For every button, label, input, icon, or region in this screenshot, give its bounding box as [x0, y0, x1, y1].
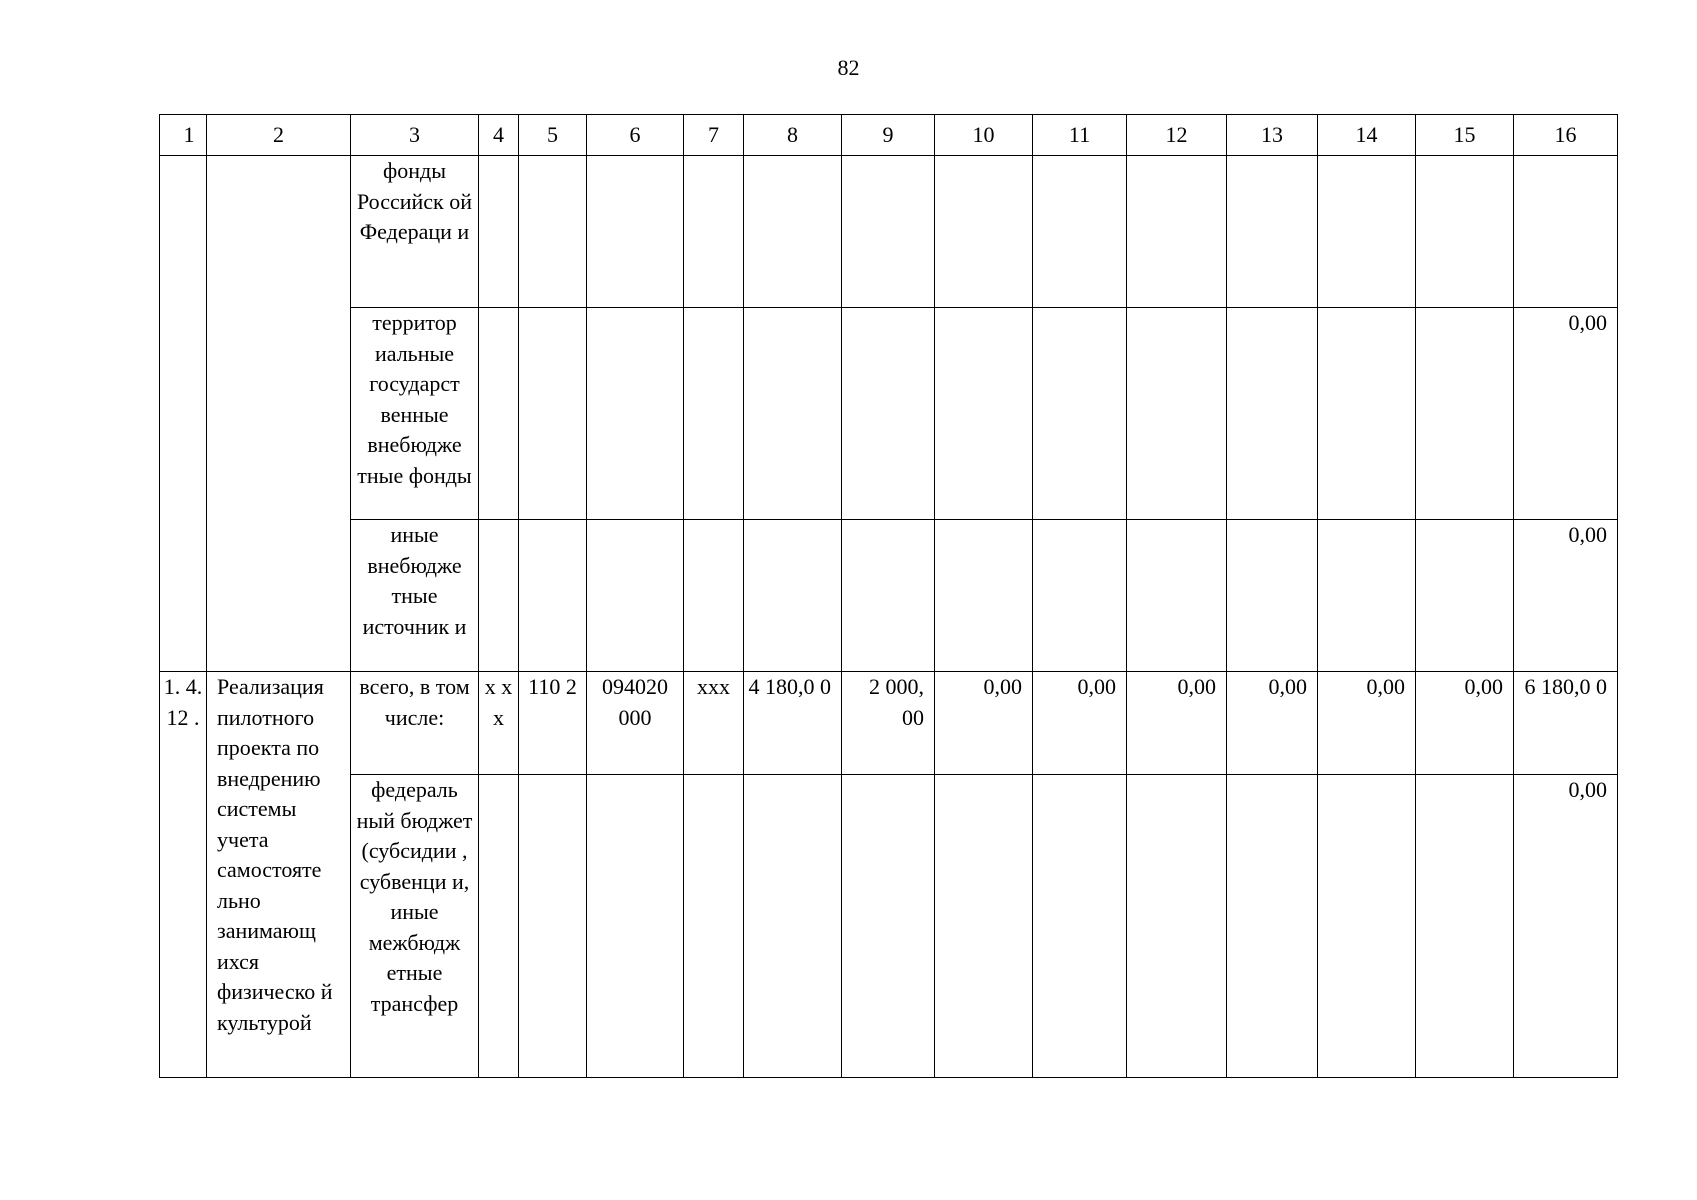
cell-value: 2 000, 00: [842, 672, 935, 775]
cell-source: федераль ный бюджет (субсидии , субвенци и, иные межбюдж етные трансфер: [351, 775, 479, 1078]
column-header: 11: [1033, 115, 1127, 156]
column-header: 3: [351, 115, 479, 156]
cell-empty: [207, 156, 351, 672]
column-header: 4: [479, 115, 519, 156]
column-header: 8: [744, 115, 842, 156]
table-row-item-total: [160, 672, 1618, 775]
cell-source: всего, в том числе:: [351, 672, 479, 775]
cell-value: 4 180,0 0: [744, 672, 842, 775]
column-header: 12: [1127, 115, 1227, 156]
cell-value: 6 180,0 0: [1514, 672, 1618, 775]
column-header: 2: [207, 115, 351, 156]
column-header: 16: [1514, 115, 1618, 156]
cell-value: 0,00: [1514, 775, 1618, 1078]
cell-value: 0,00: [1514, 308, 1618, 520]
cell-value: 0,00: [935, 672, 1033, 775]
header-row: [160, 115, 1618, 156]
table-row-funds-rf: [160, 156, 1618, 308]
cell-value: 0,00: [1227, 672, 1318, 775]
cell-value: 0,00: [1033, 672, 1127, 775]
column-header: 14: [1318, 115, 1416, 156]
column-header: 15: [1416, 115, 1514, 156]
table-row-other-sources: [160, 520, 1618, 672]
column-header: 13: [1227, 115, 1318, 156]
cell-value: 0,00: [1416, 672, 1514, 775]
column-header: 5: [519, 115, 587, 156]
table-row-federal: [160, 775, 1618, 1078]
cell-item-number: 1. 4. 12 .: [160, 672, 207, 1078]
page-number: 82: [837, 55, 860, 80]
cell-value: 0,00: [1318, 672, 1416, 775]
column-header: 7: [684, 115, 744, 156]
cell-value: ххх: [684, 672, 744, 775]
column-header: 1: [160, 115, 207, 156]
table-row-territorial: [160, 308, 1618, 520]
cell-value: 0,00: [1127, 672, 1227, 775]
cell-value: 0,00: [1514, 520, 1618, 672]
column-header: 10: [935, 115, 1033, 156]
cell-empty: [160, 156, 207, 672]
cell-value: 094020 000: [587, 672, 684, 775]
cell-item-name: Реализация пилотного проекта по внедрению системы учета самостояте льно занимающ ихся физическо й культурой: [207, 672, 351, 1078]
column-header: 6: [587, 115, 684, 156]
cell-source: фонды Российск ой Федераци и: [351, 156, 479, 308]
cell-value: 110 2: [519, 672, 587, 775]
cell-source: иные внебюдже тные источник и: [351, 520, 479, 672]
column-header: 9: [842, 115, 935, 156]
cell-source: территор иальные государст венные внебюдже тные фонды: [351, 308, 479, 520]
cell-value: х х х: [479, 672, 519, 775]
budget-table: [159, 114, 1618, 1078]
